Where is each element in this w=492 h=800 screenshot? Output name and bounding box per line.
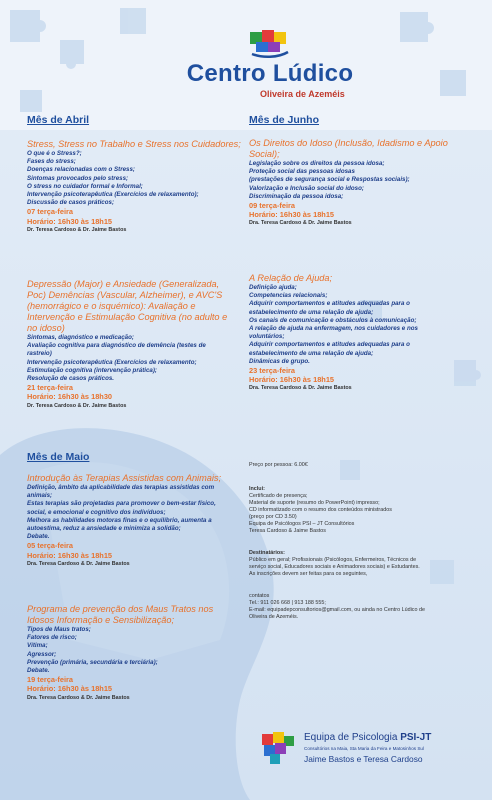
contacts-section bbox=[249, 593, 487, 621]
includes-label: Inclui: bbox=[249, 486, 265, 492]
session-topic: Prevenção (primária, secundária e terciária); bbox=[27, 658, 158, 666]
recipients-label: Destinatários: bbox=[249, 550, 285, 556]
session-topic: Debate. bbox=[27, 533, 50, 541]
contact-line: Tel.: 911 026 668 | 913 188 555; bbox=[249, 600, 326, 606]
includes-item: (preço por CD 3.50) bbox=[249, 514, 297, 520]
contacts-list bbox=[249, 600, 487, 621]
contacts-label: contatos bbox=[249, 593, 270, 599]
session-date: 05 terça-feira bbox=[27, 541, 74, 551]
includes-item: CD informatizado com o resumo dos conteúdos ministrados bbox=[249, 507, 392, 513]
session-title-line: Intervenção e Estimulação Cognitiva (no adulto e bbox=[27, 312, 228, 322]
session-topic: Competencias relacionais; bbox=[249, 292, 328, 300]
session-topic: Tipos de Maus tratos; bbox=[27, 626, 91, 633]
psi-jt-logo bbox=[258, 724, 488, 784]
session-authors: Dra. Teresa Cardoso & Dr. Jaime Bastos bbox=[249, 385, 352, 392]
session-date: 07 terça-feira bbox=[27, 207, 74, 217]
footer-names: Jaime Bastos e Teresa Cardoso bbox=[304, 754, 423, 764]
recipients-section bbox=[249, 550, 487, 578]
session-topic: Valorização e Inclusão social do idoso; bbox=[249, 184, 364, 192]
session-topic: Doenças relacionadas com o Stress; bbox=[27, 166, 135, 174]
session-hours: Horário: 16h30 às 18h15 bbox=[27, 550, 113, 560]
session-topics bbox=[27, 626, 257, 675]
session-authors: Dra. Teresa Cardoso & Dr. Jaime Bastos bbox=[249, 220, 352, 227]
session-topic: Agressor; bbox=[27, 650, 57, 658]
recipients-line: Público em geral; Profissionais (Psicólogos, Enfermeiros, Técnicos de bbox=[249, 557, 417, 563]
session-title: Stress, Stress no Trabalho e Stress nos Cuidadores; bbox=[27, 139, 241, 149]
session-authors: Dr. Teresa Cardoso & Dr. Jaime Bastos bbox=[27, 226, 127, 233]
session-topic: Dinâmicas de grupo. bbox=[249, 357, 310, 365]
logo-subtitle: Oliveira de Azeméis bbox=[260, 89, 345, 99]
session-topic: Intervenção psicoterapêutica (Exercícios de relaxamento); bbox=[27, 191, 199, 199]
session-topic: Definição, âmbito da aplicabilidade das terapias assistidas com bbox=[27, 484, 215, 491]
session-title-line: no idoso) bbox=[27, 323, 65, 333]
session-topic: Melhora as habilidades motoras finas e o equilíbrio, aumenta a bbox=[27, 516, 212, 524]
session-title: Introdução às Terapias Assistidas com Animais; bbox=[27, 473, 222, 483]
session-topic: estabelecimento de uma relação de ajuda; bbox=[249, 308, 374, 316]
recipients-line: serviço social, Educadores sociais e Animadores sociais) e Estudantes. bbox=[249, 564, 420, 570]
session-topic: estabelecimento de uma relação de ajuda; bbox=[249, 349, 374, 357]
session-topic: Estas terapias são projetadas para promover o bem-estar físico, bbox=[27, 500, 216, 508]
session-stress bbox=[27, 139, 252, 234]
session-topics bbox=[27, 484, 257, 541]
session-topics bbox=[27, 334, 257, 383]
session-topic: Vítima; bbox=[27, 642, 48, 650]
session-topic: Definição ajuda; bbox=[249, 284, 297, 291]
price-info: Preço por pessoa: 6.00€ bbox=[249, 462, 308, 468]
contact-line: E-mail: equipadepconsultorios@gmail.com, ou ainda no Centro Lúdico de bbox=[249, 607, 425, 613]
session-hours: Horário: 16h30 às 18h15 bbox=[249, 210, 335, 220]
session-title bbox=[27, 604, 257, 626]
session-topic: Estimulação cognitiva (intervenção prática); bbox=[27, 366, 157, 374]
session-authors: Dra. Teresa Cardoso & Dr. Jaime Bastos bbox=[27, 560, 130, 567]
session-topic: O stress no cuidador formal e Informal; bbox=[27, 182, 143, 190]
session-title-line: Depressão (Major) e Ansiedade (Generalizada, bbox=[27, 279, 220, 289]
psychology-puzzle-icon bbox=[258, 728, 298, 768]
session-topic: Os canais de comunicação e obstáculos à comunicação; bbox=[249, 316, 417, 324]
session-direitos-idoso bbox=[249, 138, 479, 227]
session-hours: Horário: 16h30 às 18h15 bbox=[27, 684, 113, 694]
session-title bbox=[249, 138, 479, 160]
session-topic: Discriminação da pessoa idosa; bbox=[249, 192, 344, 200]
session-topics bbox=[249, 284, 479, 366]
session-hours: Horário: 16h30 às 18h15 bbox=[27, 216, 113, 226]
footer-title-prefix: Equipa de Psicologia bbox=[304, 732, 401, 743]
session-topic: A relação de ajuda na enfermagem, nos cuidadores e nos bbox=[249, 325, 418, 333]
session-topic: Discussão de casos práticos; bbox=[27, 199, 115, 207]
session-topic: social, e emocional e cognitivo dos indivíduos; bbox=[27, 508, 166, 516]
includes-section bbox=[249, 486, 484, 535]
includes-item: Equipa de Psicólogos PSI – JT Consultórios bbox=[249, 521, 355, 527]
centro-ludico-logo bbox=[170, 28, 370, 118]
session-title-line: Programa de prevenção dos Maus Tratos nos bbox=[27, 604, 214, 614]
recipients-line: As inscrições devem ser feitas para os seguintes, bbox=[249, 571, 368, 577]
session-title-line: Poc) Demências (Vascular, Alzheimer), e AVC'S bbox=[27, 290, 223, 300]
session-maus-tratos bbox=[27, 604, 257, 702]
session-topic: Fatores de risco; bbox=[27, 634, 77, 642]
puzzle-logo-icon bbox=[248, 28, 292, 60]
session-topic: Sintomas provocados pelo stress; bbox=[27, 174, 129, 182]
session-authors: Dr. Teresa Cardoso & Dr. Jaime Bastos bbox=[27, 402, 127, 409]
session-topic: Adquirir comportamentos e atitudes adequadas para o bbox=[249, 300, 410, 308]
month-heading-june: Mês de Junho bbox=[249, 114, 320, 126]
session-topic: Avaliação cognitiva para diagnóstico de demência (testes de bbox=[27, 342, 206, 350]
session-hours: Horário: 16h30 às 18h15 bbox=[249, 375, 335, 385]
session-topic: Proteção social das pessoas idosas bbox=[249, 168, 355, 176]
includes-item: Certificado de presença; bbox=[249, 493, 308, 499]
session-terapias-animais bbox=[27, 473, 257, 568]
session-title-line: Os Direitos do Idoso (Inclusão, Idadismo e Apoio bbox=[249, 138, 448, 148]
session-title-line: Idosos Informação e Sensibilização; bbox=[27, 615, 175, 625]
session-date: 21 terça-feira bbox=[27, 383, 74, 393]
session-relacao-ajuda bbox=[249, 273, 479, 392]
logo-title: Centro Lúdico bbox=[186, 60, 354, 87]
session-topic: autoestima, reduz a ansiedade e minimiza a solidão; bbox=[27, 525, 181, 533]
includes-item: Material de suporte (resumo do PowerPoint) impresso; bbox=[249, 500, 380, 506]
session-topic: rastreio) bbox=[27, 350, 52, 358]
session-topics bbox=[249, 160, 479, 201]
footer-title bbox=[304, 732, 431, 743]
month-heading-april: Mês de Abril bbox=[27, 114, 90, 126]
session-title-line: Social); bbox=[249, 149, 280, 159]
session-topic: O que é o Stress?; bbox=[27, 150, 82, 157]
session-topic: Sintomas, diagnóstico e medicação; bbox=[27, 334, 134, 341]
footer-subtitle: Consultórios na Maia, Sta Maria da Feira e Matosinhos Sul bbox=[304, 746, 425, 751]
session-topic: Legislação sobre os direitos da pessoa idosa; bbox=[249, 160, 385, 167]
session-title: A Relação de Ajuda; bbox=[249, 273, 333, 283]
contact-line: Oliveira de Azeméis. bbox=[249, 614, 299, 620]
session-topic: Adquirir comportamentos e atitudes adequadas para o bbox=[249, 341, 410, 349]
session-topic: voluntários; bbox=[249, 333, 285, 341]
session-date: 23 terça-feira bbox=[249, 366, 296, 376]
session-date: 09 terça-feira bbox=[249, 201, 296, 211]
session-topic: Fases do stress; bbox=[27, 158, 76, 166]
session-topic: Intervenção psicoterapêutica (Exercícios de relaxamento; bbox=[27, 358, 197, 366]
session-authors: Dra. Teresa Cardoso & Dr. Jaime Bastos bbox=[27, 694, 130, 701]
session-date: 19 terça-feira bbox=[27, 675, 74, 685]
footer-title-bold: PSI-JT bbox=[400, 732, 432, 743]
session-topic: animais; bbox=[27, 492, 53, 500]
session-title bbox=[27, 279, 257, 334]
session-topic: Resolução de casos práticos. bbox=[27, 375, 115, 383]
includes-list bbox=[249, 493, 484, 535]
session-topic: Debate. bbox=[27, 667, 50, 675]
session-title-line: (hemorrágico e o isquémico): Avaliação e bbox=[27, 301, 196, 311]
session-topics bbox=[27, 150, 252, 207]
session-depressao bbox=[27, 279, 257, 410]
session-hours: Horário: 16h30 às 18h30 bbox=[27, 392, 113, 402]
month-heading-may: Mês de Maio bbox=[27, 451, 90, 463]
includes-item: Teresa Cardoso & Jaime Bastos bbox=[249, 528, 326, 534]
session-topic: (prestações de segurança social e Respostas sociais); bbox=[249, 176, 410, 184]
recipients-list bbox=[249, 557, 487, 578]
